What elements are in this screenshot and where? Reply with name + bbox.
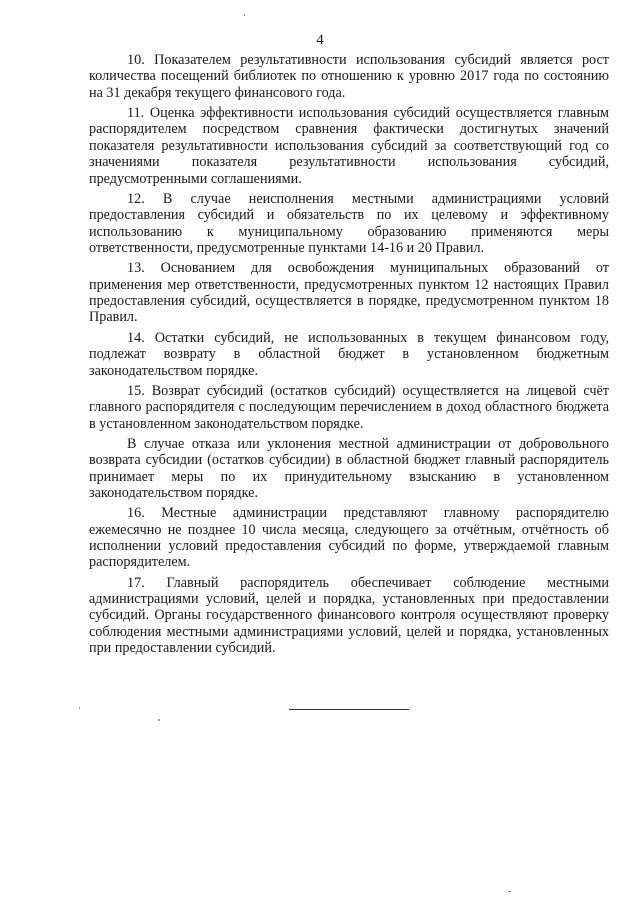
paragraph-16: 16. Местные администрации представляют главному распорядителю ежемесячно не позднее 10 числа месяца, следующего за отчётным, отчётность об исполнении условий предоставления субсидий по форме, утверждаемой главным распорядителем.	[89, 505, 609, 571]
paragraph-15: 15. Возврат субсидий (остатков субсидий) осуществляется на лицевой счёт главного распорядителя с последующим перечислением в доход областного бюджета в установленном законодательством порядке.	[89, 382, 609, 432]
paragraph-10: 10. Показателем результативности использования субсидий является рост количества посещений библиотек по отношению к уровню 2017 года по состоянию на 31 декабря текущего финансового года.	[89, 52, 609, 101]
paragraph-15-continued: В случае отказа или уклонения местной администрации от добровольного возврата субсидии (остатков субсидии) в областной бюджет главный распорядитель принимает меры по их принудительному взысканию в установленном законодательством порядке.	[89, 435, 609, 501]
page-number: 4	[316, 32, 324, 48]
paragraph-13: 13. Основанием для освобождения муниципальных образований от применения мер ответственности, предусмотренных пунктом 12 настоящих Правил предоставления субсидий, осуществляется в порядке, предусмотренном пунктом 18 Правил.	[89, 260, 609, 326]
document-body	[89, 52, 609, 660]
scan-speck	[79, 707, 80, 709]
end-separator-line	[289, 709, 409, 710]
scan-speck	[158, 719, 160, 721]
scan-speck	[244, 14, 245, 16]
paragraph-11: 11. Оценка эффективности использования субсидий осуществляется главным распорядителем посредством сравнения фактически достигнутых значений показателя результативности использования субсидий за соответствующий год со значениями показателя результативности использования субсидий, предусмотренными соглашениями.	[89, 105, 609, 187]
paragraph-17: 17. Главный распорядитель обеспечивает соблюдение местными администрациями условий, целей и порядка, установленных при предоставлении субсидий. Органы государственного финансового контроля осуществляют проверку соблюдения местными администрациями условий, целей и порядка, установленных при предоставлении субсидий.	[89, 574, 609, 657]
paragraph-12: 12. В случае неисполнения местными администрациями условий предоставления субсидий и обязательств по их целевому и эффективному использованию к муниципальному образованию применяются меры ответственности, предусмотренные пунктами 14-16 и 20 Правил.	[89, 190, 609, 257]
scan-speck	[508, 891, 511, 892]
paragraph-14: 14. Остатки субсидий, не использованных в текущем финансовом году, подлежат возврату в областной бюджет в установленном бюджетным законодательством порядке.	[89, 329, 609, 379]
